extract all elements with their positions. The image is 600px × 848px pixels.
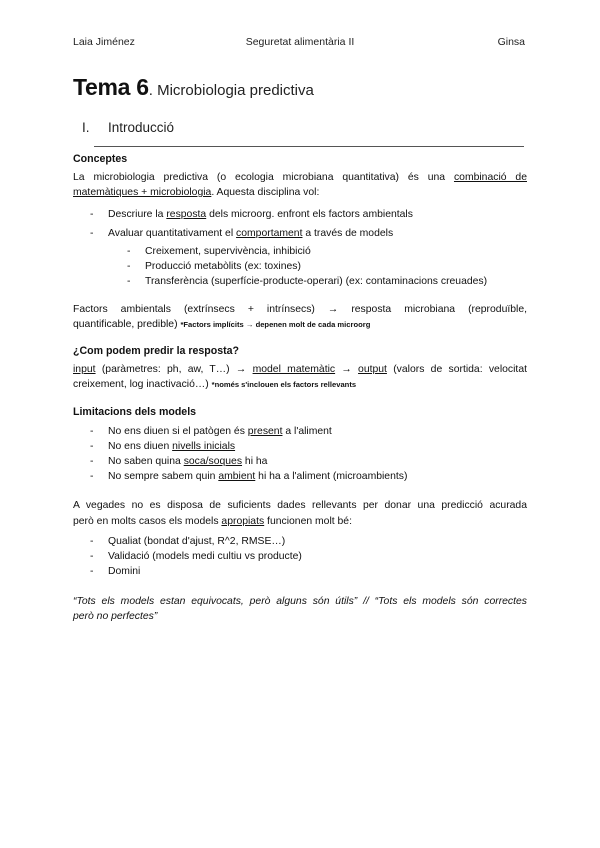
vegades-text: però en molts casos els models — [73, 516, 222, 527]
conceptes-heading: Conceptes — [73, 153, 128, 165]
sub-list-item — [127, 274, 488, 289]
title-subtitle: . Microbiologia predictiva — [148, 82, 314, 99]
sub-list-item — [127, 259, 301, 274]
list-item-text: Avaluar quantitativament el — [108, 228, 237, 239]
predir-model: model matemàtic — [252, 364, 336, 375]
list-item — [90, 207, 413, 222]
sub-list-item-text: Producció metabòlits (ex: toxines) — [145, 261, 301, 272]
dash-bullet: - — [127, 246, 131, 257]
list-item — [90, 226, 394, 241]
list-item — [90, 439, 236, 454]
factors-line-1: Factors ambientals (extrínsecs + intrínsecs) → resposta microbiana (reproduïble, — [73, 304, 527, 315]
quote-line-2: però no perfectes” — [73, 611, 158, 622]
list-item — [90, 469, 408, 484]
list-item — [90, 549, 302, 564]
quote-line-1: “Tots els models estan equivocats, però alguns són útils” // “Tots els models són correctes — [73, 596, 527, 607]
predir-note: *només s'inclouen els factors rellevants — [211, 380, 357, 389]
list-item — [90, 534, 286, 549]
list-item-text: a través de models — [302, 228, 394, 239]
list-item-underline: comportament — [236, 228, 303, 239]
list-item-text: dels microorg. enfront els factors ambientals — [206, 209, 413, 220]
list-item-underline: resposta — [166, 209, 207, 220]
predir-line-2 — [73, 377, 527, 392]
list-item-text: hi ha — [242, 456, 268, 467]
section-number: I. — [82, 120, 90, 135]
limitacions-heading: Limitacions dels models — [73, 406, 197, 418]
header-institution: Ginsa — [497, 36, 525, 48]
sub-list-item-text: Transferència (superfície-producte-operari) (ex: contaminacions creuades) — [145, 276, 488, 287]
conceptes-line-2 — [73, 185, 527, 200]
conceptes-text: La microbiologia predictiva (o ecologia microbiana quantitativa) és una — [73, 172, 454, 183]
list-item-text: Descriure la — [108, 209, 167, 220]
dash-bullet: - — [90, 228, 94, 239]
dash-bullet: - — [90, 566, 94, 577]
page-title — [73, 74, 314, 101]
sub-list-item-text: Creixement, supervivència, inhibició — [145, 246, 311, 257]
list-item-underline: ambient — [218, 471, 256, 482]
section-heading — [82, 120, 174, 135]
predir-output: output — [358, 364, 387, 375]
list-item — [90, 424, 332, 439]
list-item-text: hi ha a l'aliment (microambients) — [255, 471, 408, 482]
predir-text-2: creixement, log inactivació…) — [73, 379, 212, 390]
factors-note: *Factors implícits → depenen molt de cada microorg — [180, 320, 371, 329]
list-item-text: No saben quina — [108, 456, 184, 467]
dash-bullet: - — [90, 471, 94, 482]
dash-bullet: - — [127, 276, 131, 287]
list-item-underline: present — [247, 426, 283, 437]
dash-bullet: - — [90, 426, 94, 437]
conceptes-underline-2: matemàtiques + microbiologia — [73, 187, 212, 198]
list-item-text: No ens diuen si el patògen és — [108, 426, 248, 437]
list-item-text: Domini — [108, 566, 141, 577]
list-item-text: Qualiat (bondat d'ajust, R^2, RMSE…) — [108, 536, 286, 547]
list-item — [90, 564, 141, 579]
list-item-underline: soca/soques — [183, 456, 243, 467]
conceptes-underline: combinació de — [453, 172, 527, 183]
predir-line-1 — [73, 362, 527, 377]
predir-text: (valors de sortida: velocitat — [386, 364, 527, 375]
predir-text: → — [335, 364, 359, 375]
list-item-text: a l'aliment — [282, 426, 332, 437]
vegades-line-1: A vegades no es disposa de suficients dades rellevants per donar una predicció acurada — [73, 500, 527, 511]
header-course: Seguretat alimentària II — [245, 36, 355, 48]
sub-list-item — [127, 244, 311, 259]
section-divider — [94, 146, 524, 147]
dash-bullet: - — [90, 456, 94, 467]
dash-bullet: - — [90, 209, 94, 220]
dash-bullet: - — [127, 261, 131, 272]
factors-line-2 — [73, 317, 527, 332]
list-item-text: No sempre sabem quin — [108, 471, 219, 482]
conceptes-text-2: . Aquesta disciplina vol: — [211, 187, 320, 198]
predir-input: input — [73, 364, 96, 375]
list-item-text: Validació (models medi cultiu vs producte) — [108, 551, 302, 562]
vegades-underline: apropiats — [221, 516, 265, 527]
dash-bullet: - — [90, 551, 94, 562]
list-item-text: No ens diuen — [108, 441, 173, 452]
vegades-line-2 — [73, 514, 527, 529]
factors-text: quantificable, predible) — [73, 319, 181, 330]
section-label: Introducció — [108, 120, 175, 135]
list-item-underline: nivells inicials — [172, 441, 236, 452]
list-item — [90, 454, 268, 469]
vegades-text: funcionen molt bé: — [264, 516, 352, 527]
conceptes-line-1 — [73, 170, 527, 185]
dash-bullet: - — [90, 536, 94, 547]
header-author: Laia Jiménez — [73, 36, 135, 48]
predir-text: (paràmetres: ph, aw, T…) → — [95, 364, 253, 375]
title-number: Tema 6 — [73, 74, 149, 100]
predir-heading: ¿Com podem predir la resposta? — [73, 345, 239, 357]
dash-bullet: - — [90, 441, 94, 452]
